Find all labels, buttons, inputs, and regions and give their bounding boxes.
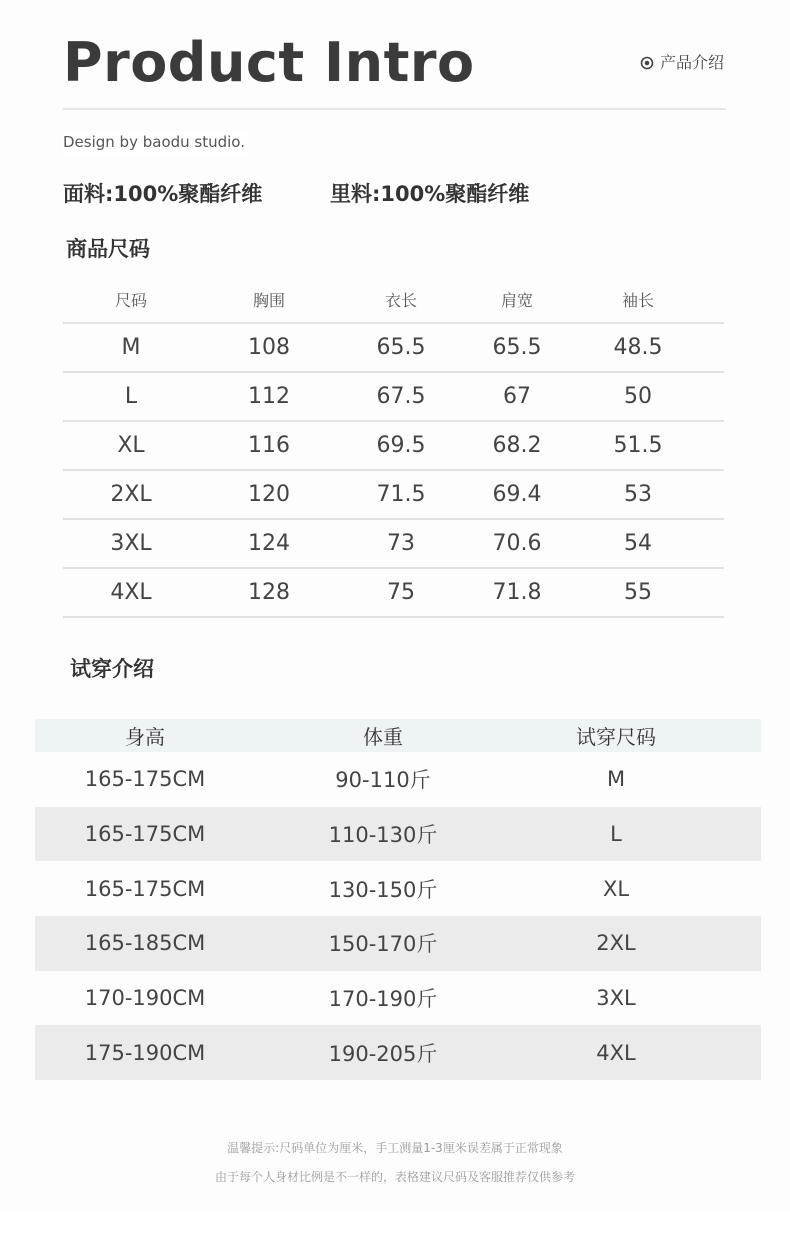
size-col-header: 肩宽 bbox=[500, 290, 533, 310]
table-row bbox=[63, 520, 724, 569]
table-row bbox=[35, 752, 761, 807]
size-cell: 70.6 bbox=[492, 531, 542, 556]
size-col-header: 胸围 bbox=[252, 290, 285, 310]
size-cell: 48.5 bbox=[613, 335, 663, 360]
page-title: Product Intro bbox=[63, 31, 475, 94]
size-table-header bbox=[63, 276, 724, 324]
tryon-cell: 3XL bbox=[596, 986, 636, 1011]
table-row bbox=[35, 861, 761, 916]
tryon-section-heading: 试穿介绍 bbox=[70, 657, 154, 681]
size-cell: 65.5 bbox=[376, 335, 426, 360]
size-cell: 108 bbox=[248, 335, 290, 360]
tryon-cell: 170-190斤 bbox=[328, 987, 438, 1012]
fabric-info bbox=[63, 178, 530, 208]
target-icon bbox=[640, 55, 654, 69]
size-cell: 55 bbox=[624, 580, 652, 605]
table-row bbox=[35, 807, 761, 862]
tryon-cell: 165-175CM bbox=[84, 876, 206, 901]
size-cell: 71.8 bbox=[492, 580, 542, 605]
size-cell: 65.5 bbox=[492, 335, 542, 360]
footer-note-disclaimer: 由于每个人身材比例是不一样的，表格建议尺码及客服推荐仅供参考 bbox=[214, 1170, 575, 1184]
size-cell: 50 bbox=[624, 384, 652, 409]
tryon-cell: 110-130斤 bbox=[328, 823, 438, 848]
size-cell: 69.4 bbox=[492, 482, 542, 507]
header-subtitle bbox=[640, 50, 724, 73]
size-col-header: 尺码 bbox=[114, 290, 147, 310]
size-cell: 4XL bbox=[110, 580, 152, 605]
tryon-cell: 165-175CM bbox=[84, 822, 206, 847]
tryon-cell: 90-110斤 bbox=[335, 768, 431, 793]
fabric-outer: 面料:100%聚酯纤维 bbox=[63, 182, 263, 206]
design-credit: Design by baodu studio. bbox=[63, 131, 247, 155]
table-row bbox=[63, 422, 724, 471]
size-cell: 3XL bbox=[110, 531, 152, 556]
tryon-cell: 190-205斤 bbox=[328, 1041, 438, 1066]
fabric-lining: 里料:100%聚酯纤维 bbox=[330, 182, 530, 206]
bottom-band bbox=[0, 1210, 790, 1238]
footer-note-measurement: 温馨提示:尺码单位为厘米，手工测量1-3厘米误差属于正常现象 bbox=[227, 1141, 563, 1155]
tryon-cell: L bbox=[610, 822, 622, 847]
size-cell: M bbox=[121, 335, 141, 360]
tryon-cell: 150-170斤 bbox=[328, 932, 438, 957]
size-cell: XL bbox=[117, 433, 145, 458]
tryon-cell: 165-175CM bbox=[84, 767, 206, 792]
table-row bbox=[63, 373, 724, 422]
tryon-cell: M bbox=[606, 767, 626, 792]
tryon-table-header bbox=[35, 719, 761, 752]
tryon-col-header: 体重 bbox=[363, 725, 403, 749]
size-cell: 116 bbox=[248, 433, 290, 458]
header-subtitle-label: 产品介绍 bbox=[659, 53, 724, 72]
size-cell: 71.5 bbox=[376, 482, 426, 507]
tryon-cell: 4XL bbox=[596, 1040, 636, 1065]
size-cell: 128 bbox=[248, 580, 290, 605]
size-cell: 69.5 bbox=[376, 433, 426, 458]
size-cell: 73 bbox=[387, 531, 415, 556]
size-cell: 67.5 bbox=[376, 384, 426, 409]
size-cell: 112 bbox=[248, 384, 290, 409]
tryon-col-header: 试穿尺码 bbox=[576, 725, 656, 749]
size-col-header: 衣长 bbox=[384, 290, 417, 310]
tryon-col-header: 身高 bbox=[125, 725, 165, 749]
table-row bbox=[35, 1025, 761, 1080]
size-cell: 124 bbox=[248, 531, 290, 556]
size-cell: 120 bbox=[248, 482, 290, 507]
tryon-cell: 165-185CM bbox=[84, 931, 206, 956]
size-cell: 54 bbox=[624, 531, 652, 556]
size-cell: 67 bbox=[503, 384, 531, 409]
header-divider bbox=[63, 108, 726, 110]
size-section-heading: 商品尺码 bbox=[66, 237, 150, 261]
size-cell: 75 bbox=[387, 580, 415, 605]
table-row bbox=[35, 916, 761, 971]
tryon-cell: XL bbox=[602, 876, 630, 901]
table-row bbox=[63, 569, 724, 618]
size-col-header: 袖长 bbox=[621, 290, 654, 310]
table-row bbox=[63, 324, 724, 373]
size-cell: 53 bbox=[624, 482, 652, 507]
size-cell: 2XL bbox=[110, 482, 152, 507]
tryon-cell: 130-150斤 bbox=[328, 877, 438, 902]
tryon-table bbox=[35, 719, 761, 1080]
size-cell: L bbox=[124, 384, 138, 409]
table-row bbox=[63, 471, 724, 520]
size-cell: 51.5 bbox=[613, 433, 663, 458]
tryon-cell: 2XL bbox=[596, 931, 636, 956]
size-cell: 68.2 bbox=[492, 433, 542, 458]
size-table bbox=[63, 276, 724, 618]
tryon-cell: 170-190CM bbox=[84, 986, 206, 1011]
tryon-cell: 175-190CM bbox=[84, 1040, 206, 1065]
table-row bbox=[35, 971, 761, 1026]
